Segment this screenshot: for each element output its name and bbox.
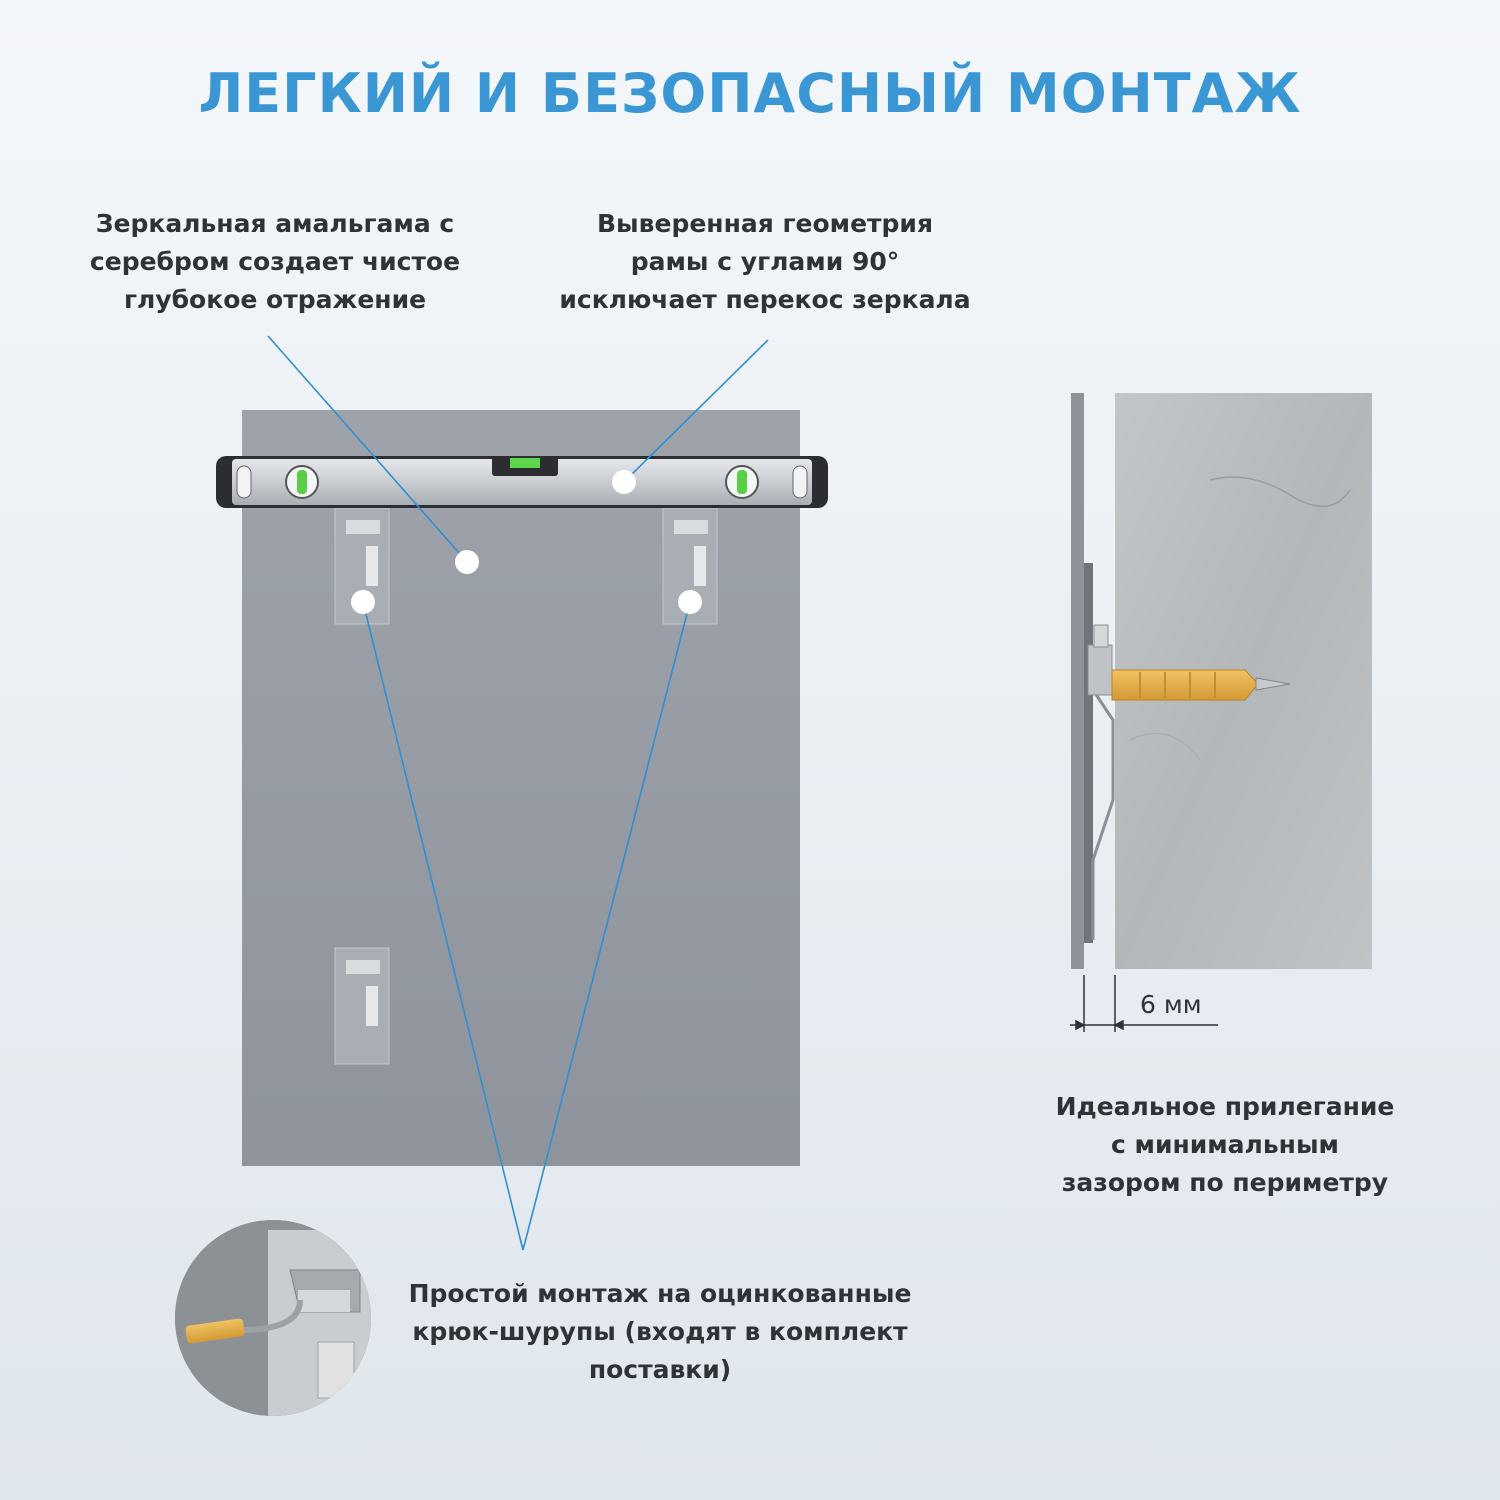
callout-fit <box>1040 1088 1410 1202</box>
spirit-level-icon <box>216 456 828 508</box>
callout-mounting <box>390 1275 930 1389</box>
marker-dot-amalgam <box>455 550 479 574</box>
callout-geometry-line-3: исключает перекос зеркала <box>559 285 971 314</box>
callout-amalgam-line-3: глубокое отражение <box>123 285 427 314</box>
hook-bracket-bottom-left <box>335 948 389 1064</box>
callout-fit-line-3: зазором по периметру <box>1061 1168 1389 1197</box>
callout-amalgam-line-1: Зеркальная амальгама с <box>95 209 455 238</box>
gap-dimension-label: 6 мм <box>1140 990 1202 1019</box>
mirror-edge <box>1071 393 1084 969</box>
callout-mounting-line-1: Простой монтаж на оцинкованные <box>408 1279 912 1308</box>
callout-mounting-line-3: поставки) <box>588 1355 732 1384</box>
marker-dot-hook-right <box>678 590 702 614</box>
callout-fit-line-2: с минимальным <box>1110 1130 1339 1159</box>
callout-fit-line-1: Идеальное прилегание <box>1055 1092 1395 1121</box>
marker-dot-geometry <box>612 470 636 494</box>
callout-geometry-line-1: Выверенная геометрия <box>597 209 933 238</box>
callout-amalgam-line-2: серебром создает чистое <box>89 247 461 276</box>
callout-mounting-line-2: крюк-шурупы (входят в комплект <box>412 1317 908 1346</box>
hook-screw-icon <box>175 1220 388 1420</box>
marker-dot-hook-left <box>351 590 375 614</box>
callout-geometry-line-2: рамы с углами 90° <box>630 247 900 276</box>
page-title: ЛЕГКИЙ И БЕЗОПАСНЫЙ МОНТАЖ <box>198 62 1302 125</box>
